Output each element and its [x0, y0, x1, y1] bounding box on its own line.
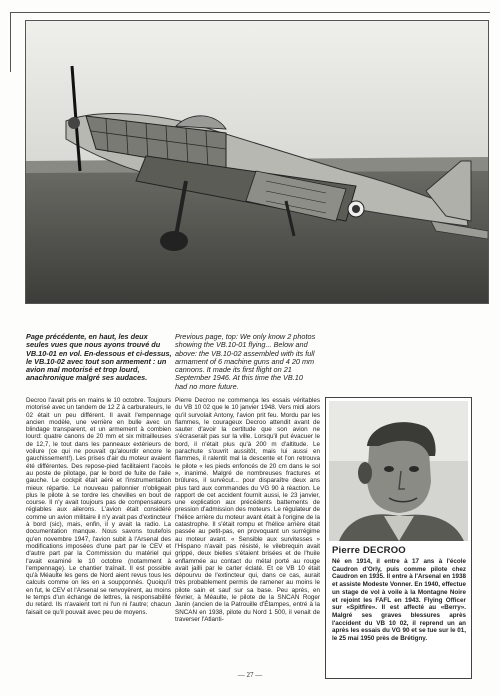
pilot-portrait: [329, 401, 468, 541]
top-rule: [10, 12, 490, 13]
page-number: — 27 —: [237, 671, 263, 679]
sidebar-name: Pierre DECROO: [332, 545, 406, 556]
caption-english: Previous page, top: We only know 2 photos showing the VB.10-01 flying... Below and above: the VB.10-02 assembled with its full armament of 6 machine guns and 4 20 mm cannons. It made its first flight on 21 September 1946. At this time the VB.10 had no more future.: [175, 332, 316, 391]
sidebar-bio: Né en 1914, il entre à 17 ans à l'école Caudron d'Orly, puis comme pilote chez Caudron en 1935. Il entre à l'Arsenal en 1938 et assiste Modeste Vonner. En 1940, effectue un stage de vol à voile à la Montagne Noire et rejoint les FAFL en 1943. Flying Officer sur «Spitfire». Il est affecté au «Berry». Malgré ses graves blessures après l'accident du VB 10 02, il reprend un an après les essais du VG 90 et se tue sur le 01, le 25 mai 1950 près de Brétigny.: [332, 558, 466, 643]
biography-sidebar: [325, 397, 472, 679]
side-rule: [10, 12, 11, 72]
aircraft-photo: [25, 20, 489, 304]
article-column-1: Decroo l'avait pris en mains le 10 octobre. Toujours motorisé avec un tandem de 12 Z à carburateurs, le 02 était un peu différent. Il avait l'empennage ancien modèle, une verrière en bulle avec un blindage transparent, et un armement à combien lourd: quatre canons de 20 mm et six mitrailleuses de 12,7, le tout dans les panneaux extérieurs de voilure (ce qui ne pouvait qu'alourdir encore le gauchissement!). Les prises d'air du moteur avaient été différentes. Des repose-pied facilitaient l'accès au poste de pilotage, par le bord de fuite de l'aile gauche. Le cockpit était aéré et l'instrumentation mieux répartie. Le nouveau pallonnier n'obligeait plus le pilote à se tordre les chevilles en bout de course. Il n'y avait toujours pas de compensateurs réglables aux ailerons. L'avion était considéré comme un avion militaire il n'y avait pas d'extincteur à bord (sic), mais, enfin, il y avait la radio. La documentation manque. Nous savons toutefois qu'en novembre 1947, l'avion subit à l'Arsenal des modifications imposées d'une part par le CEV et d'autre part par la Commission du matériel qui l'avait examiné le 10 octobre (notamment à l'empennage). Le chantier traînait. Il est possible qu'à Méaulte les gens de Nord aient revus tous les calculs comme on les en a soupçonnés. Quoiqu'il en fut, le CEV et l'Arsenal se renvoyèrent, au moins le temps d'un échange de lettres, la responsabilité du retard. Ils n'avaient tort ni l'un ni l'autre; chacun faisait ce qu'il pouvait avec peu de moyens.: [26, 397, 171, 616]
caption-french: Page précédente, en haut, les deux seules vues que nous ayons trouvé du VB.10-01 en vol. En-dessous et ci-dessus, le VB.10-02 avec tout son armement : un avion mal motorisé et trop lourd, anachronique malgré ses audaces.: [26, 332, 172, 383]
pilot-portrait-illustration: [329, 401, 468, 541]
aircraft-photo-illustration: [26, 21, 488, 303]
article-column-2: Pierre Decroo ne commença les essais véritables du VB 10 02 que le 10 janvier 1948. Vers midi alors qu'il survolait Antony, l'avion prit feu. Mordu par les flammes, le courageux Decroo attendit avant de sauter d'avoir la certitude que son avion ne s'écraserait pas sur la ville. Lorsqu'il put évacuer le bord, il n'était plus qu'à 200 m d'altitude. Le parachute s'ouvrit aussitôt, mais lui aussi en flammes, il ralentit mal la descente et l'on retrouva le pilote « les pieds enfoncés de 20 cm dans le sol », inanimé. Malgré de nombreuses fractures et brûlures, il survécut... pour disparaître deux ans plus tard aux commandes du VG 90 à réaction. Le rapport de cet accident fournit aussi, le 23 janvier, une explication aux précédents battements de pression d'admission des moteurs. Le régulateur de l'hélice arrière du moteur avant était à l'origine de la catastrophe. Il s'était rompu et l'hélice arrière était passée au petit-pas, en provoquant un surrégime au moteur avant. « Sensible aux survitesses » l'Hispano n'avait pas résisté, le vilebrequin avait grippé, deux bielles s'étaient brisées et de l'huile enflammée au contact du métal porté au rouge avait jailli par le carter éclaté. Et ce VB 10 était dépourvu de l'extincteur qui, dans ce cas, aurait très probablement permis de ramener au moins le pilote sain et sauf sur sa base. Peu après, en février, à Méaulte, le pilote de la SNCAN Roger Janin (ancien de la Patrouille d'Étampes, entré à la SNCAN en 1938, pilote du Nord 1 500, il venait de traverser l'Atlanti-: [175, 397, 320, 623]
